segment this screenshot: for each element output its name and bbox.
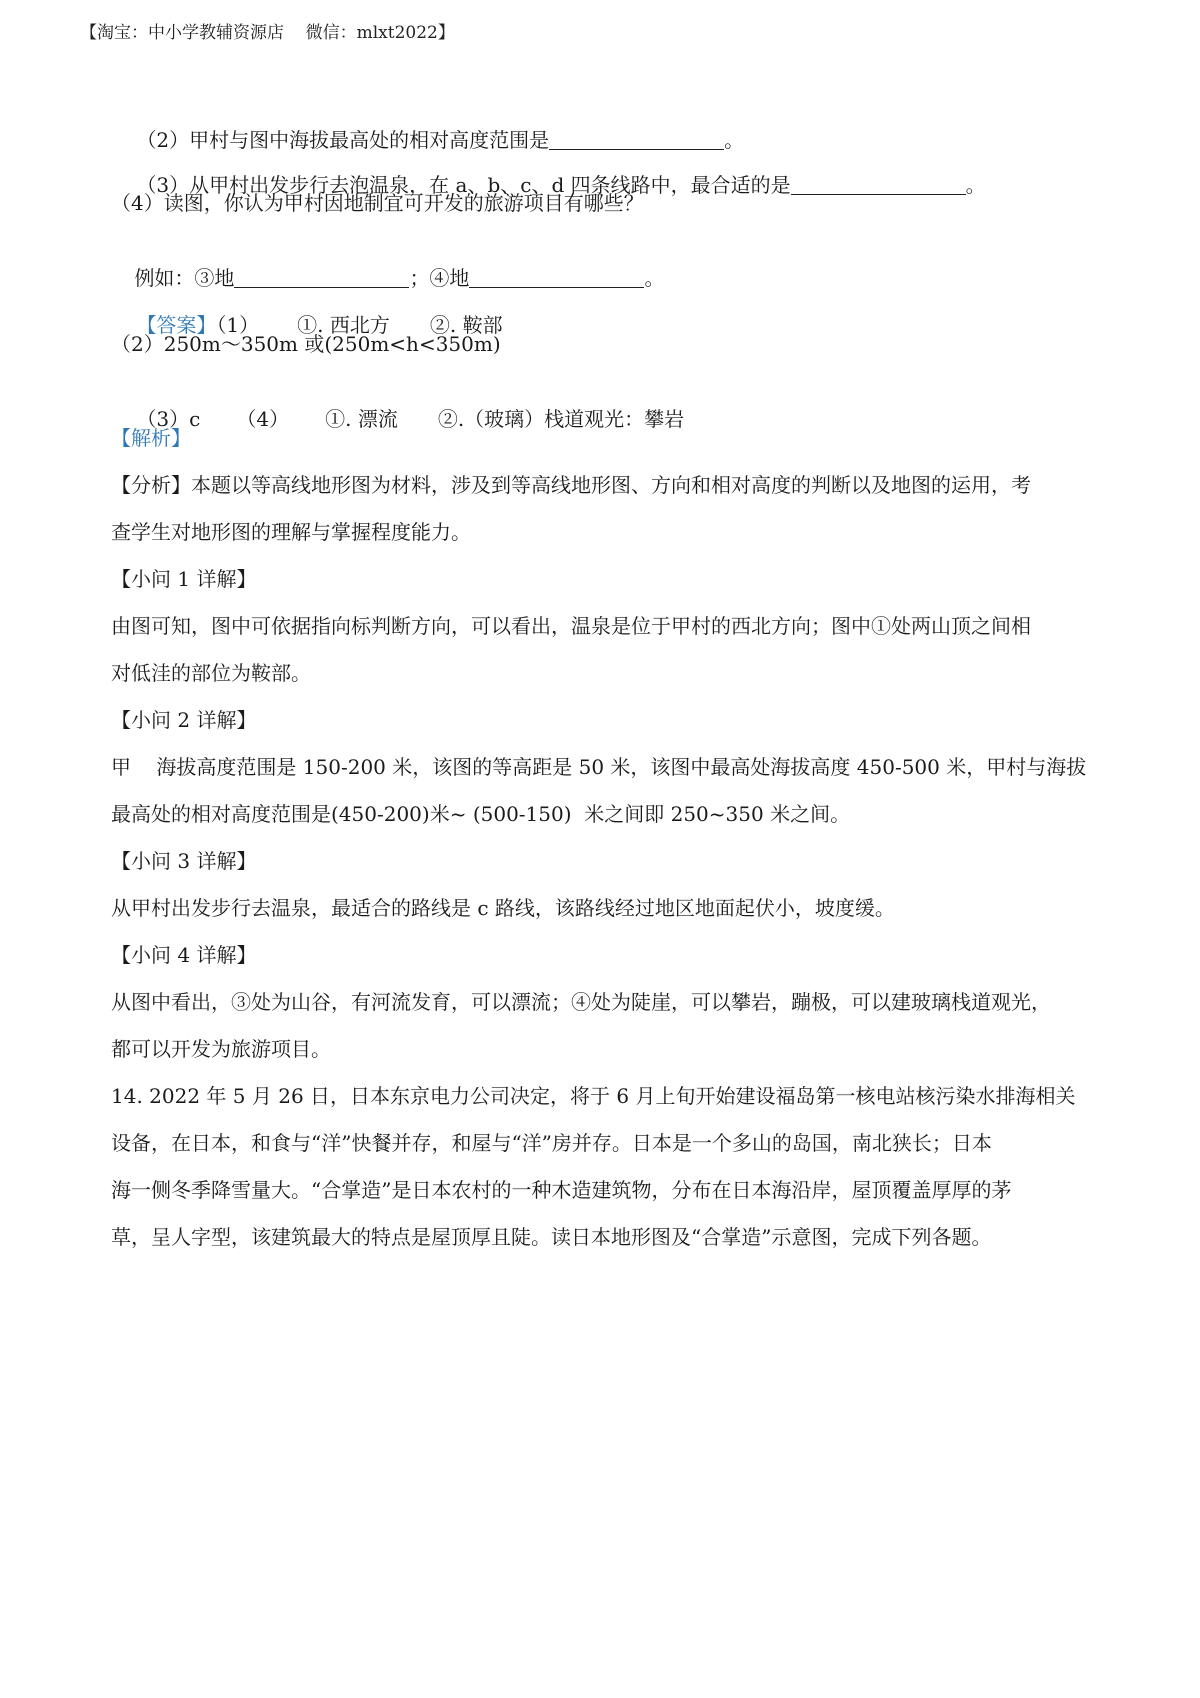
detail-2-l2: 最高处的相对高度范围是(450-200)米~ (500-150) 米之间即 250~350 米之间。 — [111, 802, 851, 826]
detail-4-title: 【小问 4 详解】 — [111, 943, 257, 967]
detail-2-l1: 甲 海拔高度范围是 150-200 米，该图的等高距是 50 米，该图中最高处海拔高度 450-500 米，甲村与海拔 — [111, 755, 1087, 779]
detail-4-l1: 从图中看出，③处为山谷，有河流发育，可以漂流；④处为陡崖，可以攀岩，蹦极，可以建玻璃栈道观光， — [111, 990, 1051, 1014]
question-4: （4）读图，你认为甲村因地制宜可开发的旅游项目有哪些？ — [111, 191, 644, 215]
detail-1-l1: 由图可知，图中可依据指向标判断方向，可以看出，温泉是位于甲村的西北方向；图中①处两山顶之间相 — [111, 614, 1031, 638]
detail-1-title: 【小问 1 详解】 — [111, 567, 257, 591]
question-3: （3）从甲村出发步行去泡温泉，在 a、b、c、d 四条线路中，最合适的是 。 — [136, 173, 986, 197]
detail-3-l1: 从甲村出发步行去温泉，最适合的路线是 c 路线，该路线经过地区地面起伏小，坡度缓。 — [111, 896, 895, 920]
question-14-l4: 草，呈人字型，该建筑最大的特点是屋顶厚且陡。读日本地形图及“合掌造”示意图，完成下列各题。 — [111, 1225, 992, 1249]
analysis-label: 【解析】 — [111, 426, 191, 450]
question-4-example: 例如：③地 ；④地 。 — [134, 266, 665, 290]
detail-3-title: 【小问 3 详解】 — [111, 849, 257, 873]
detail-1-l2: 对低洼的部位为鞍部。 — [111, 661, 311, 685]
answer-line-2: （2）250m～350m 或(250m<h<350m) — [111, 332, 501, 356]
answer-blank — [791, 174, 966, 195]
question-14-l2: 设备，在日本，和食与“洋”快餐并存，和屋与“洋”房并存。日本是一个多山的岛国，南北狭长；日本 — [111, 1131, 992, 1155]
page-header: 【淘宝：中小学教辅资源店 微信：mlxt2022】 — [80, 23, 455, 43]
question-2: （2）甲村与图中海拔最高处的相对高度范围是 。 — [136, 128, 745, 152]
detail-4-l2: 都可以开发为旅游项目。 — [111, 1037, 331, 1061]
detail-2-title: 【小问 2 详解】 — [111, 708, 257, 732]
answer-line-3: （3）c （4） ①. 漂流 ②.（玻璃）栈道观光：攀岩 — [136, 407, 685, 431]
answer-label: 【答案】 — [136, 313, 217, 337]
question-14-l1: 14. 2022 年 5 月 26 日，日本东京电力公司决定，将于 6 月上旬开始建设福岛第一核电站核污染水排海相关 — [111, 1084, 1076, 1108]
analysis-summary-l1: 【分析】本题以等高线地形图为材料，涉及到等高线地形图、方向和相对高度的判断以及地图的运用，考 — [111, 473, 1031, 497]
answer-line-1: 【答案】（1） ①. 西北方 ②. 鞍部 — [136, 313, 503, 337]
question-14-l3: 海一侧冬季降雪量大。“合掌造”是日本农村的一种木造建筑物，分布在日本海沿岸，屋顶覆盖厚厚的茅 — [111, 1178, 1012, 1202]
analysis-summary-l2: 查学生对地形图的理解与掌握程度能力。 — [111, 520, 471, 544]
